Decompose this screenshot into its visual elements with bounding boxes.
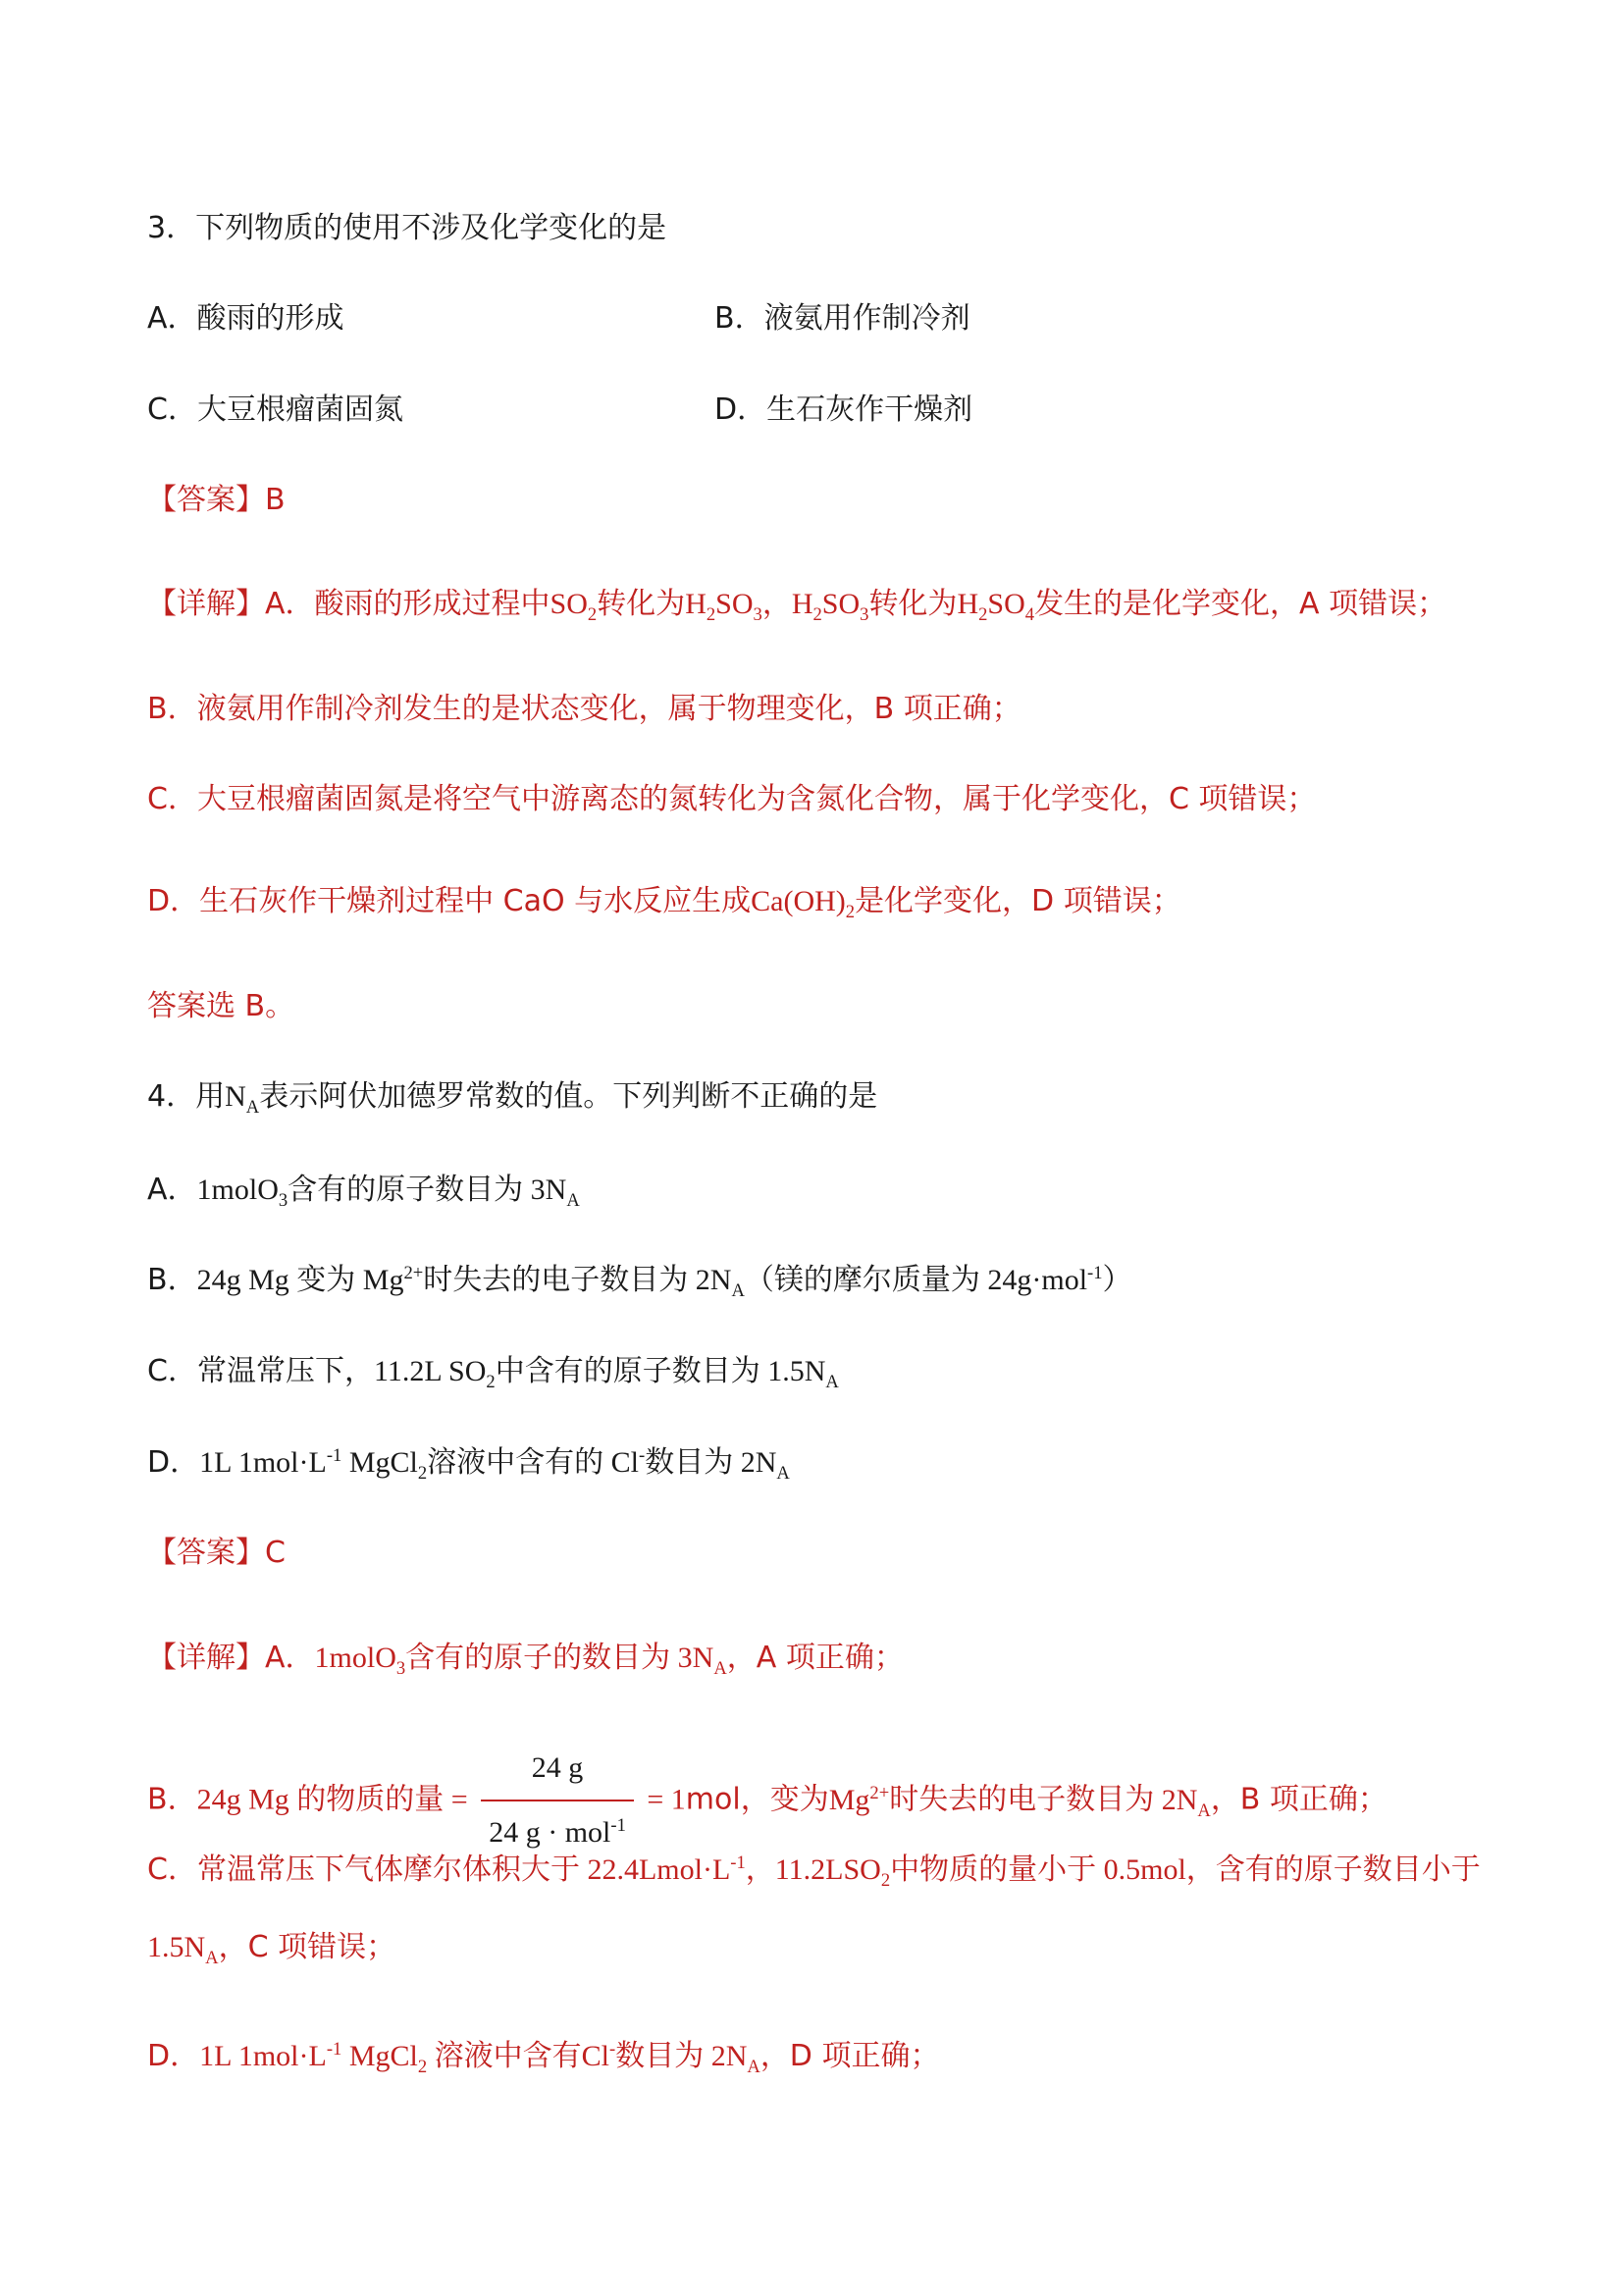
q4-stem [147,1077,877,1117]
formula-h2so4: $H_2SO_4$ [957,588,1035,625]
fraction-denominator: 24 g · mol$^{-1}$ [489,1815,626,1849]
q3-option-a: A．酸雨的形成 [147,301,344,336]
q4-answer-label: 【答案】 [147,1536,265,1570]
q4-detail-label: 【详解】 [147,1641,265,1675]
q4-option-c-part1: C．常温常压下， [147,1354,374,1388]
q4-detail-b-part5: ，B 项正确； [1210,1782,1387,1817]
q3-conclusion [147,987,294,1026]
q4-detail-a [147,1639,904,1678]
q4-option-b-part1: B． [147,1263,197,1297]
q4-answer [147,1534,286,1573]
q4-option-a [147,1171,580,1210]
q3-detail-a-part5: 发生的是化学变化，A 项错误； [1034,587,1447,621]
q4-detail-b-part1: B． [147,1782,197,1817]
q4-detail-a-part1: A． [265,1641,315,1675]
q4-detail-d-value: $2N_A$ [704,2040,760,2077]
q4-option-b-part3: 时失去的电子数目为 [423,1263,689,1297]
q3-detail-b-text: B．液氨用作制冷剂发生的是状态变化，属于物理变化，B 项正确； [147,692,1021,726]
q4-stem-part1: 4．用 [147,1079,226,1114]
q3-detail-a-part2: 转化为 [597,587,686,621]
formula-h2so3-b: $H_2SO_3$ [791,588,869,625]
q4-detail-b-mass: 24g Mg [196,1783,297,1816]
q3-detail-d-part2: 是化学变化，D 项错误； [855,884,1181,918]
q3-answer [147,481,286,520]
q4-detail-d-part1: D． [147,2039,200,2073]
q4-detail-a-value: $3N_A$ [670,1642,727,1679]
q4-detail-a-part3: ，A 项正确； [726,1641,904,1675]
q4-option-d-part3: 数目为 [645,1445,734,1480]
q4-detail-c-molar-volume: $22.4Lmol\cdot L^{-1}$ [579,1852,746,1886]
q4-option-b-mass: 24g Mg [196,1264,297,1296]
q4-detail-c-line1 [147,1851,1481,1890]
q4-option-a-value: $3N_A$ [523,1174,580,1211]
q4-detail-b-part3: mol，变为 [685,1782,829,1817]
q4-detail-c-part1: C．常温常压下气体摩尔体积大于 [147,1852,580,1887]
q4-option-b [147,1261,1132,1300]
q4-option-d-part1: D． [147,1445,200,1480]
q3-conclusion-text: 答案选 B。 [147,989,295,1023]
q3-option-b: B．液氨用作制冷剂 [714,301,970,336]
q4-detail-b-part2: 的物质的量 [296,1782,445,1817]
formula-so2: $SO_2$ [550,588,598,625]
equals-sign: = [444,1783,476,1816]
q3-answer-label: 【答案】 [147,483,265,517]
q4-detail-a-part2: 含有的原子的数目为 [405,1641,671,1675]
q4-option-c-part2: 中含有的原子数目为 [495,1354,760,1388]
q4-option-a-part1: A． [147,1173,197,1207]
q4-detail-b-value: $2N_A$ [1154,1783,1211,1821]
q4-detail-d [147,2037,939,2076]
q4-detail-c-part3: 中物质的量小于 [890,1852,1097,1887]
q4-detail-d-ion: Cl- [581,2039,616,2072]
q4-detail-a-quantity: 1molO$_3$ [314,1642,406,1679]
q3-options-row1 [147,299,1423,339]
q4-detail-c-part2: ， [745,1852,775,1887]
q4-option-d-solution: 1L $1mol\cdot L^{-1}$ MgCl$_2$ [199,1445,428,1484]
q3-detail-label: 【详解】 [147,587,265,621]
q3-detail-c [147,780,1316,819]
q4-option-b-part2: 变为 [296,1263,356,1297]
fraction-numerator: 24 g [481,1739,634,1801]
symbol-na: $N_A$ [225,1080,260,1118]
q4-detail-b-part4: 时失去的电子数目为 [889,1782,1155,1817]
molar-fraction [481,1739,634,1862]
q4-detail-c-volume: $11.2LSO_2$ [774,1853,891,1891]
q4-detail-c-amount: 0.5mol [1096,1853,1186,1886]
formula-caoh2: $Ca(OH)_2$ [751,885,856,922]
q4-answer-value: C [265,1536,286,1570]
q4-detail-d-part2: 溶液中含有 [434,2039,582,2073]
formula-cl-ion: Cl- [603,1445,646,1479]
q3-option-d: D．生石灰作干燥剂 [714,392,973,427]
q4-option-d-part2: 溶液中含有的 [427,1445,604,1480]
q4-detail-d-solution: 1L $1mol\cdot L^{-1}$ MgCl$_2$ [199,2039,428,2077]
q4-option-c-volume: 11.2L $SO_2$ [373,1355,496,1392]
q4-option-a-quantity: 1molO$_3$ [196,1174,288,1211]
formula-h2so3: $H_2SO_3$ [685,588,762,625]
q3-detail-d-part1: D．生石灰作干燥剂过程中 CaO 与水反应生成 [147,884,752,918]
q4-detail-d-part3: 数目为 [615,2039,705,2073]
q4-detail-d-part4: ，D 项正确； [759,2039,940,2073]
q3-detail-a-part1: A．酸雨的形成过程中 [265,587,550,621]
q3-options-row2 [147,391,1423,430]
q4-option-d-value: $2N_A$ [733,1446,790,1484]
q4-detail-c-part5: ，C 项错误； [218,1930,396,1964]
q4-option-d [147,1443,790,1483]
q4-option-b-molar-mass: 24g·mol$^{-1}$ [979,1263,1103,1296]
q4-option-a-part2: 含有的原子数目为 [288,1173,524,1207]
q4-option-b-part5: ） [1102,1263,1132,1297]
q4-detail-c-part4: ，含有的原子数目小于 [1185,1852,1481,1887]
q3-stem [147,209,666,248]
q3-detail-d [147,882,1181,921]
q4-detail-b-ion: $Mg^{2+}$ [828,1782,890,1816]
q4-option-b-part4: （镁的摩尔质量为 [744,1263,980,1297]
q4-option-b-value: $2N_A$ [688,1264,745,1301]
q4-option-c [147,1352,839,1391]
q4-detail-c-line2 [147,1928,395,1967]
q3-detail-c-text: C．大豆根瘤菌固氮是将空气中游离态的氮转化为含氮化合物，属于化学变化，C 项错误； [147,782,1317,816]
q3-answer-value: B [265,483,286,517]
q3-detail-a [147,585,1446,624]
q4-option-c-value: $1.5N_A$ [759,1355,839,1392]
q3-option-c: C．大豆根瘤菌固氮 [147,392,403,427]
q3-detail-a-part4: 转化为 [868,587,958,621]
fraction-denominator-text: 24 g · mol [489,1816,611,1849]
q3-detail-b [147,690,1021,729]
q3-stem-text: 3．下列物质的使用不涉及化学变化的是 [147,211,667,245]
equals-sign-2: = 1 [639,1783,686,1816]
q4-detail-b [147,1739,1387,1862]
q4-stem-part2: 表示阿伏加德罗常数的值。下列判断不正确的是 [259,1079,878,1114]
formula-mg-ion: $Mg^{2+}$ [355,1263,424,1296]
q4-detail-c-value: $1.5N_A$ [147,1931,219,1968]
q3-detail-a-part3: ， [761,587,792,621]
